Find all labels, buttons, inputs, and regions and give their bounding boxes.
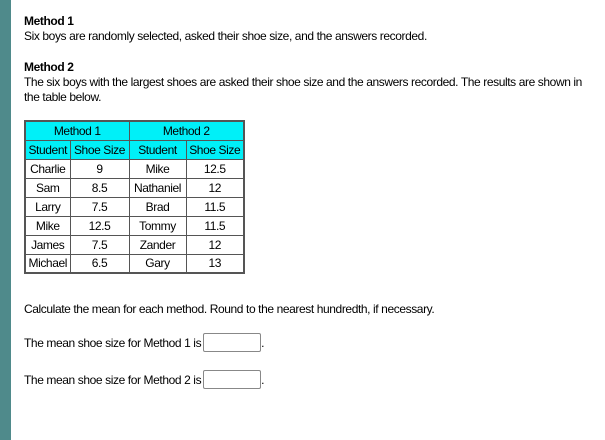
question-label: The mean shoe size for Method 1 is bbox=[24, 335, 202, 350]
method1-title: Method 1 bbox=[24, 14, 74, 28]
table-cell: Nathaniel bbox=[129, 178, 186, 197]
table-cell: 12 bbox=[186, 235, 244, 254]
table-cell: Michael bbox=[25, 254, 70, 273]
answer-input-method-1[interactable] bbox=[203, 333, 261, 352]
shoe-size-table bbox=[24, 120, 245, 274]
question-2 bbox=[24, 370, 264, 389]
question-suffix: . bbox=[261, 372, 265, 387]
column-header: Student bbox=[129, 140, 186, 159]
column-header: Student bbox=[25, 140, 70, 159]
group-header: Method 1 bbox=[25, 121, 129, 140]
table-row bbox=[25, 254, 244, 273]
table-cell: Larry bbox=[25, 197, 70, 216]
table-cell: 7.5 bbox=[70, 235, 129, 254]
column-header: Shoe Size bbox=[186, 140, 244, 159]
table-row bbox=[25, 235, 244, 254]
table-cell: 8.5 bbox=[70, 178, 129, 197]
table-cell: James bbox=[25, 235, 70, 254]
table-cell: Gary bbox=[129, 254, 186, 273]
method1-text: Six boys are randomly selected, asked their shoe size, and the answers recorded. bbox=[24, 29, 427, 43]
question-1 bbox=[24, 333, 264, 352]
method2-text: The six boys with the largest shoes are asked their shoe size and the answers recorded. The results are shown in the table below. bbox=[24, 75, 582, 104]
instruction-text: Calculate the mean for each method. Round to the nearest hundredth, if necessary. bbox=[24, 302, 435, 316]
table-cell: Mike bbox=[129, 159, 186, 178]
table-cell: 12.5 bbox=[70, 216, 129, 235]
table-cell: Tommy bbox=[129, 216, 186, 235]
left-accent-bar bbox=[0, 0, 11, 440]
table-cell: Sam bbox=[25, 178, 70, 197]
table-cell: 6.5 bbox=[70, 254, 129, 273]
column-header: Shoe Size bbox=[70, 140, 129, 159]
table-cell: Charlie bbox=[25, 159, 70, 178]
table-row bbox=[25, 197, 244, 216]
table-cell: Zander bbox=[129, 235, 186, 254]
table-cell: 9 bbox=[70, 159, 129, 178]
table-cell: Brad bbox=[129, 197, 186, 216]
table-row bbox=[25, 178, 244, 197]
table-cell: 11.5 bbox=[186, 197, 244, 216]
question-label: The mean shoe size for Method 2 is bbox=[24, 372, 202, 387]
table-cell: 7.5 bbox=[70, 197, 129, 216]
table-cell: 11.5 bbox=[186, 216, 244, 235]
answer-input-method-2[interactable] bbox=[203, 370, 261, 389]
group-header: Method 2 bbox=[129, 121, 244, 140]
table-row bbox=[25, 216, 244, 235]
question-suffix: . bbox=[261, 335, 265, 350]
table-cell: Mike bbox=[25, 216, 70, 235]
table-cell: 13 bbox=[186, 254, 244, 273]
table-cell: 12.5 bbox=[186, 159, 244, 178]
method2-title: Method 2 bbox=[24, 60, 74, 74]
table-cell: 12 bbox=[186, 178, 244, 197]
table-row bbox=[25, 159, 244, 178]
